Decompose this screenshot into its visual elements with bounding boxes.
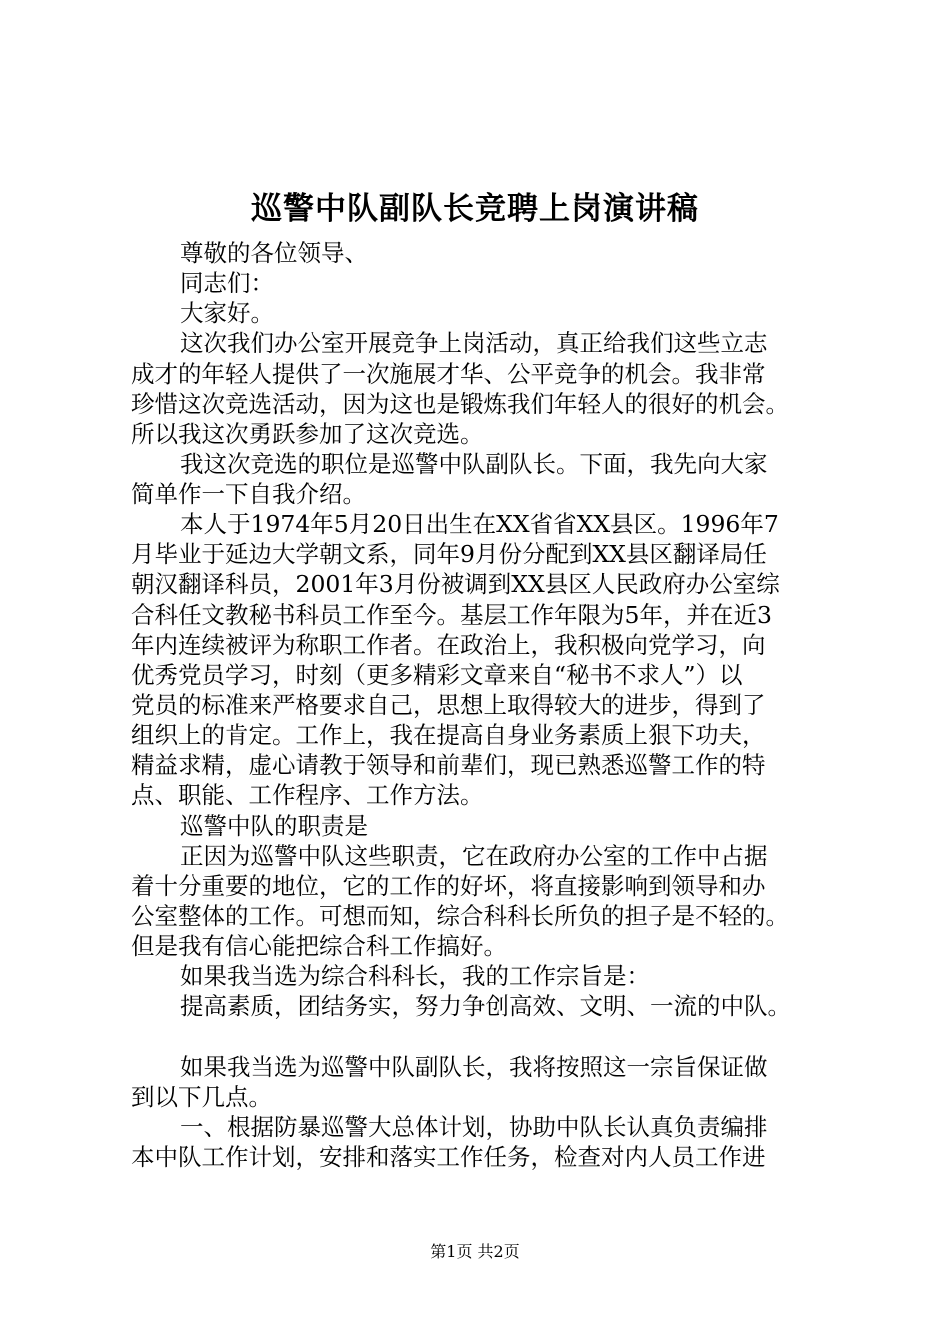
paragraph-line: 所以我这次勇跃参加了这次竞选。: [131, 420, 484, 448]
paragraph-line: 着十分重要的地位，它的工作的好坏，将直接影响到领导和办: [131, 872, 766, 900]
paragraph-line: 公室整体的工作。可想而知，综合科科长所负的担子是不轻的。: [131, 902, 789, 930]
paragraph-line: 我这次竞选的职位是巡警中队副队长。下面，我先向大家: [180, 450, 768, 478]
paragraph-line: 党员的标准来严格要求自己，思想上取得较大的进步，得到了: [131, 691, 766, 719]
paragraph-line: 精益求精，虚心请教于领导和前辈们，现已熟悉巡警工作的特: [131, 751, 766, 779]
paragraph-line: 提高素质，团结务实，努力争创高效、文明、一流的中队。: [180, 992, 791, 1020]
paragraph-line: 年内连续被评为称职工作者。在政治上，我积极向党学习，向: [131, 631, 766, 659]
paragraph-line: 月毕业于延边大学朝文系，同年9月份分配到XX县区翻译局任: [131, 540, 767, 568]
paragraph-line: 如果我当选为巡警中队副队长，我将按照这一宗旨保证做: [180, 1053, 768, 1081]
paragraph-line: 巡警中队的职责是: [180, 812, 368, 840]
salutation-line: 同志们：: [180, 269, 274, 297]
paragraph-line: 优秀党员学习，时刻（更多精彩文章来自“秘书不求人”）以: [131, 661, 743, 689]
paragraph-line: 本中队工作计划，安排和落实工作任务，检查对内人员工作进: [131, 1143, 766, 1171]
paragraph-line: 点、职能、工作程序、工作方法。: [131, 781, 484, 809]
paragraph-line: 如果我当选为综合科科长，我的工作宗旨是：: [180, 962, 650, 990]
paragraph-line: 组织上的肯定。工作上，我在提高自身业务素质上狠下功夫，: [131, 721, 766, 749]
document-title: 巡警中队副队长竞聘上岗演讲稿: [251, 191, 699, 227]
paragraph-line: 朝汉翻译科员，2001年3月份被调到XX县区人民政府办公室综: [131, 570, 780, 598]
greeting-line: 大家好。: [180, 299, 274, 327]
paragraph-line: 这次我们办公室开展竞争上岗活动，真正给我们这些立志: [180, 329, 768, 357]
paragraph-line: 简单作一下自我介绍。: [131, 480, 366, 508]
salutation-line: 尊敬的各位领导、: [180, 239, 368, 267]
paragraph-line: 合科任文教秘书科员工作至今。基层工作年限为5年，并在近3: [131, 601, 772, 629]
paragraph-line: 到以下几点。: [131, 1083, 272, 1111]
paragraph-line: 本人于1974年5月20日出生在XX省省XX县区。1996年7: [180, 510, 779, 538]
paragraph-line: 正因为巡警中队这些职责，它在政府办公室的工作中占据: [180, 842, 768, 870]
paragraph-line: 成才的年轻人提供了一次施展才华、公平竞争的机会。我非常: [131, 360, 766, 388]
paragraph-line: 但是我有信心能把综合科工作搞好。: [131, 932, 507, 960]
paragraph-line: 珍惜这次竞选活动，因为这也是锻炼我们年轻人的很好的机会。: [131, 390, 789, 418]
page-number-footer: 第1页 共2页: [430, 1242, 520, 1261]
paragraph-line: 一、根据防暴巡警大总体计划，协助中队长认真负责编排: [180, 1113, 768, 1141]
